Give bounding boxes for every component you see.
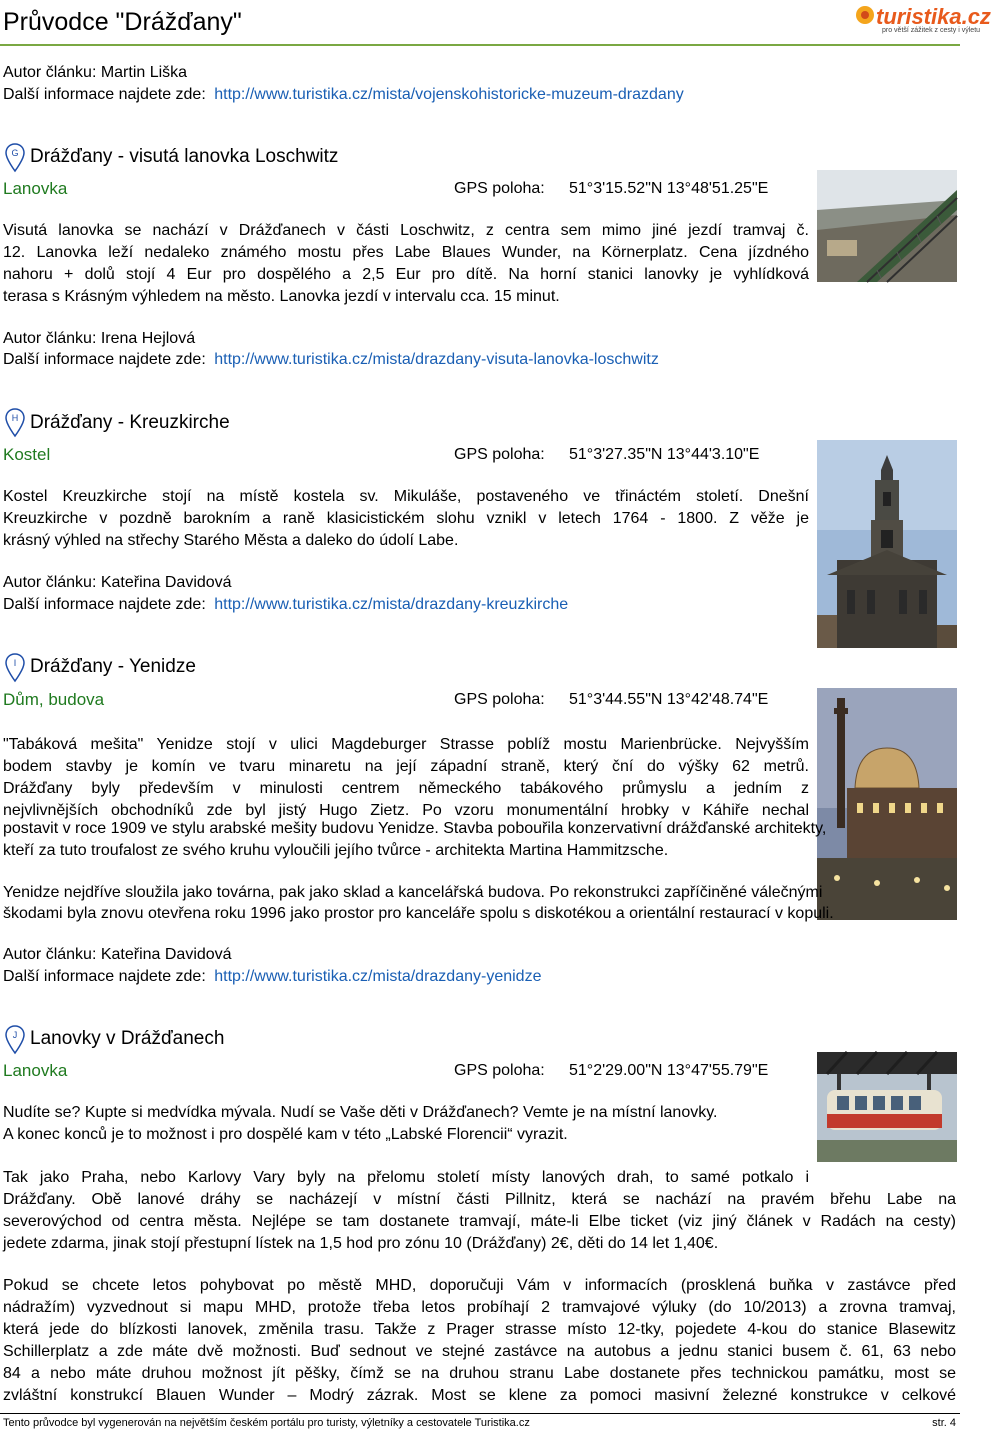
body-line: Drážďany. Obě lanové dráhy se nacházejí v místní části Pillnitz, která se nachází na pravém břehu Labe na: [3, 1191, 956, 1208]
body-line: která jede do blízkosti lanovek, změnila trasu. Takže z Prager strasse místo 12-tky, pojedete 4-kou do stanice Blasewitz: [3, 1321, 956, 1338]
more-info: [3, 84, 684, 106]
more-info-link[interactable]: http://www.turistika.cz/mista/drazdany-visuta-lanovka-loschwitz: [214, 351, 659, 368]
body-line: nejvlivnějších obchodníků zde byl jistý Hugo Zietz. Po vzoru monumentální hrobky v Káhiře nechal: [3, 802, 809, 819]
page-header: [0, 0, 991, 44]
gps-value: 51°3'27.35"N 13°44'3.10"E: [569, 446, 760, 463]
section-category: Dům, budova: [3, 690, 105, 709]
body-line: terasa s Krásným výhledem na město. Lanovka jezdí v intervalu cca. 15 minut.: [3, 288, 560, 305]
page-title: Průvodce "Drážďany": [3, 8, 242, 36]
section-title: Lanovky v Drážďanech: [30, 1028, 225, 1049]
author-text: Autor článku: Kateřina Davidová: [3, 574, 232, 591]
body-line: Schillerplatz a zde máte dvě možnosti. Buď sednout ve stejné zastávce na autobus a jednu stanici busem č. 61, 63 nebo: [3, 1343, 956, 1360]
more-info-label: Další informace najdete zde:: [3, 596, 206, 613]
gps-value: 51°3'44.55"N 13°42'48.74"E: [569, 691, 769, 708]
body-line: 12. Lanovka leží nedaleko známého mostu přes Labe Blaues Wunder, na Körnerplatz. Cena jízdného: [3, 244, 809, 261]
section-category: Kostel: [3, 445, 51, 464]
more-info-link[interactable]: http://www.turistika.cz/mista/vojenskohistoricke-muzeum-drazdany: [214, 86, 684, 103]
body-line: Nudíte se? Kupte si medvídka mývala. Nudí se Vaše děti v Drážďanech? Vemte je na místní lanovky.: [3, 1104, 718, 1121]
section-category: Lanovka: [3, 1061, 68, 1080]
more-info: [3, 966, 541, 988]
marker-letter: J: [12, 1030, 18, 1040]
author-text: Autor článku: Irena Hejlová: [3, 330, 196, 347]
body-line: Yenidze nejdříve sloužila jako továrna, pak jako sklad a kancelářská budova. Po rekonstrukci zapříčiněné válečnými: [3, 884, 823, 901]
marker-letter: H: [11, 413, 19, 423]
gps-value: 51°3'15.52"N 13°48'51.25"E: [569, 180, 769, 197]
map-marker-icon: [5, 143, 25, 173]
more-info-label: Další informace najdete zde:: [3, 86, 206, 103]
marker-letter: I: [13, 658, 17, 668]
body-line: postavit v roce 1909 ve stylu arabské mešity budovu Yenidze. Stavba pobouřila konzervativní drážďanské architekty,: [3, 820, 827, 837]
footer-text: Tento průvodce byl vygenerován na největším českém portálu pro turisty, výletníky a cestovatele Turistika.cz: [3, 1417, 530, 1429]
section-body: [3, 734, 809, 822]
gps-label: GPS poloha:: [454, 1062, 545, 1079]
yenidze-photo: [817, 688, 957, 920]
body-line: jedete zdarma, jinak stojí přestupní lístek na 1,5 hod pro zónu 10 (Drážďany) 2€, děti do 14 let 1,40€.: [3, 1235, 719, 1252]
map-marker-icon: [5, 1025, 25, 1055]
body-line: Kreuzkirche v pozdně barokním a raně klasicistickém slohu vznikl v letech 1764 - 1800. Z věže je: [3, 510, 809, 527]
logo-text: turistika.cz: [876, 4, 991, 29]
more-info: [3, 594, 568, 616]
body-line: 84 a nebo máte druhou možnost jít pěšky, čímž se na druhou stranu Labe dostanete přes technickou památku, most se: [3, 1365, 956, 1382]
map-marker-icon: [5, 653, 25, 683]
cable-car-photo: [817, 170, 957, 282]
more-info: [3, 349, 659, 371]
more-info-link[interactable]: http://www.turistika.cz/mista/drazdany-yenidze: [214, 968, 542, 985]
section-body: [3, 220, 809, 308]
section-body: [3, 486, 809, 552]
page-number: str. 4: [932, 1417, 956, 1429]
gps-label: GPS poloha:: [454, 446, 545, 463]
body-line: zvláštní konstrukcí Blauen Wunder – Modrý zázrak. Most se klene za pomoci masivní železné konstrukce v celkové: [3, 1387, 956, 1404]
body-line: bodem stavby je komín ve tvaru minaretu na její západní straně, který ční do výšky 62 metrů.: [3, 758, 809, 775]
section-title: Drážďany - Kreuzkirche: [30, 412, 230, 433]
logo-tagline: pro větší zážitek z cesty i výletu: [882, 27, 981, 34]
more-info-label: Další informace najdete zde:: [3, 351, 206, 368]
section-title: Drážďany - visutá lanovka Loschwitz: [30, 146, 339, 167]
body-line: nahoru + dolů stojí 4 Eur pro dospělého a 2,5 Eur pro dítě. Na horní stanici lanovky je vyhlídková: [3, 266, 809, 283]
more-info-label: Další informace najdete zde:: [3, 968, 206, 985]
body-line: Drážďany byly především v minulosti centrem německého tabákového průmyslu a jedním z: [3, 780, 809, 797]
gps-label: GPS poloha:: [454, 691, 545, 708]
body-line: krásný výhled na střechy Starého Města a daleko do údolí Labe.: [3, 532, 459, 549]
kreuzkirche-photo: [817, 440, 957, 648]
body-line: A konec konců je to možnost i pro dospělé kam v této „Labské Florencii“ vyrazit.: [3, 1126, 568, 1143]
map-marker-icon: [5, 408, 25, 438]
author-text: Autor článku: Kateřina Davidová: [3, 946, 232, 963]
section-category: Lanovka: [3, 179, 68, 198]
author-text: Autor článku: Martin Liška: [3, 64, 188, 81]
turistika-logo[interactable]: [856, 4, 991, 38]
body-line: Kostel Kreuzkirche stojí na místě kostela sv. Mikuláše, postaveného ve třináctém století. Dnešní: [3, 488, 809, 505]
suspension-railway-photo: [817, 1052, 957, 1162]
body-line: nádražím) vyzvednout si mapu MHD, protože třeba letos probíhají 2 tramvajové výluky (do 10/2013) a zrovna tramvaj,: [3, 1299, 956, 1316]
body-line: Tak jako Praha, nebo Karlovy Vary byly na přelomu století místy lanových drah, to samé potkalo i: [3, 1169, 809, 1186]
body-line: "Tabáková mešita" Yenidze stojí v ulici Magdeburger Strasse poblíž mostu Marienbrücke. Nejvyšším: [3, 736, 809, 753]
gps-value: 51°2'29.00"N 13°47'55.79"E: [569, 1062, 769, 1079]
marker-letter: G: [11, 148, 19, 158]
section-body: [3, 1275, 956, 1407]
body-line: Pokud se chcete letos pohybovat po městě MHD, doporučuji Vám v informacích (prosklená buňka v zastávce před: [3, 1277, 956, 1294]
footer-divider: [0, 1413, 960, 1414]
more-info-link[interactable]: http://www.turistika.cz/mista/drazdany-kreuzkirche: [214, 596, 569, 613]
gps-label: GPS poloha:: [454, 180, 545, 197]
body-line: Visutá lanovka se nachází v Drážďanech v části Loschwitz, z centra sem mimo jiné jezdí tramvaj č.: [3, 222, 809, 239]
body-line: škodami byla znovu otevřena roku 1996 jako prostor pro kanceláře spolu s diskotékou a orientální restaurací v kopuli.: [3, 905, 834, 922]
logo-icon: [856, 6, 874, 24]
section-body: [3, 1167, 809, 1189]
body-line: severovýchod od centra města. Nejlépe se tam dostanete tramvají, máte-li Elbe ticket (viz jiný článek v Radách na cesty): [3, 1213, 956, 1230]
section-body: [3, 1189, 956, 1255]
header-divider: [0, 44, 960, 46]
body-line: kteří za tuto troufalost ze svého kruhu vyloučili jejího tvůrce - architekta Martina Hammitzsche.: [3, 842, 669, 859]
section-title: Drážďany - Yenidze: [30, 656, 196, 677]
